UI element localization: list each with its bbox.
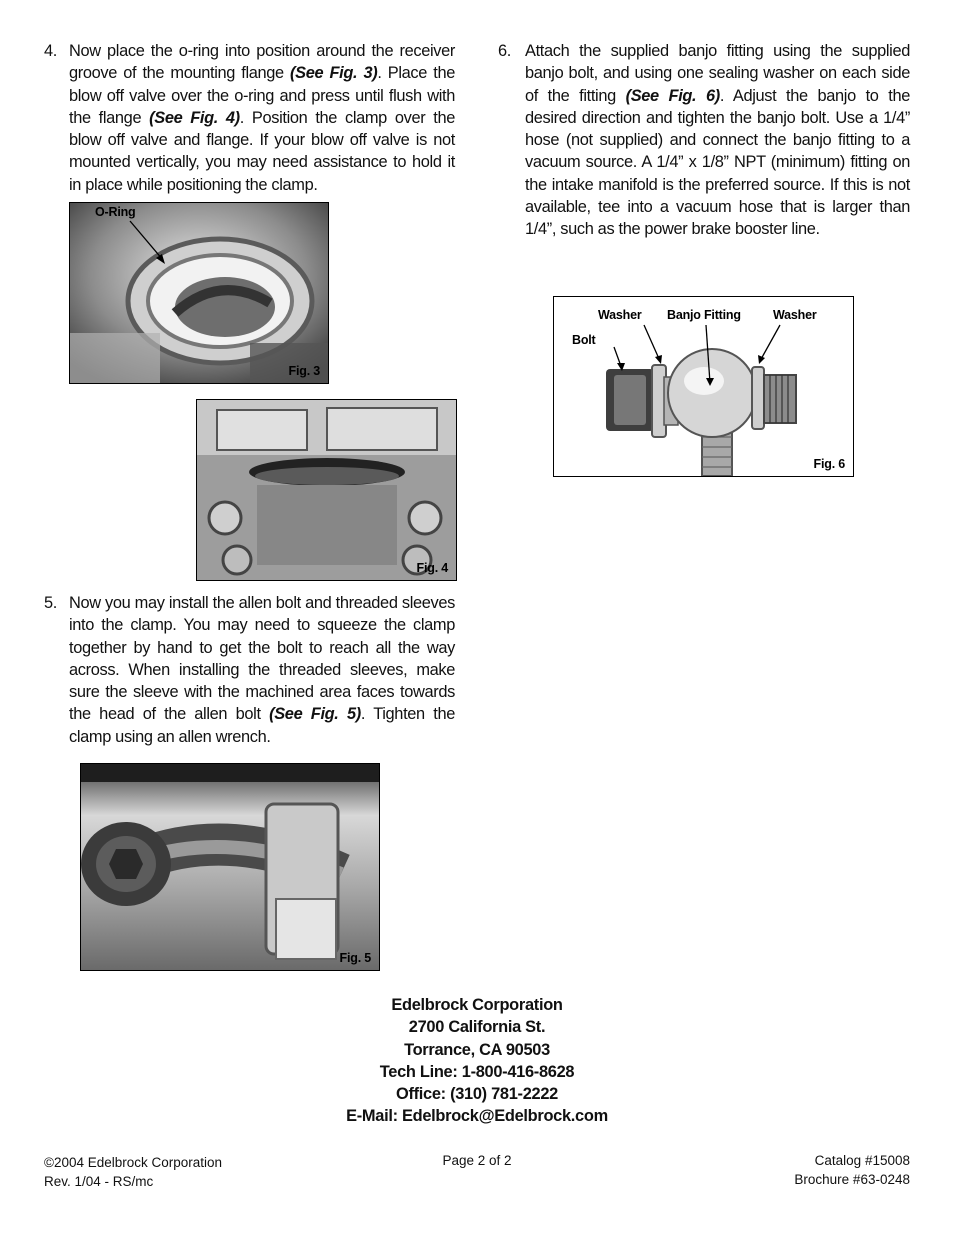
brochure-number: Brochure #63-0248: [794, 1172, 910, 1187]
o-ring-callout-arrow: [70, 203, 328, 383]
figure-reference: (See Fig. 4): [149, 108, 240, 127]
city-state-zip: Torrance, CA 90503: [404, 1040, 550, 1059]
figure-4-label: Fig. 4: [416, 561, 448, 575]
figure-reference: (See Fig. 6): [625, 86, 720, 105]
step-number: 5.: [44, 594, 57, 612]
footer-right: [794, 1151, 910, 1189]
step-text: [69, 40, 455, 196]
company-name: Edelbrock Corporation: [391, 996, 563, 1014]
figure-3-photo: [69, 202, 329, 384]
banjo-fitting-callout-label: Banjo Fitting: [667, 308, 741, 322]
figure-5-photo: [80, 763, 380, 971]
tech-line-phone: Tech Line: 1-800-416-8628: [379, 1062, 575, 1081]
step-text: [69, 592, 455, 748]
washer-left-callout-label: Washer: [598, 308, 642, 322]
step-text: [525, 40, 910, 241]
revision-note: Rev. 1/04 - RS/mc: [44, 1174, 154, 1189]
figure-reference: (See Fig. 5): [269, 705, 361, 724]
step-text-segment: . Position the clamp over the blow off valve and flange. If your blow off valve is not mounted vertically, you may need assistance to hold it in place while positioning the clamp.: [69, 108, 455, 194]
step-number: 4.: [44, 42, 57, 60]
copyright-notice: ©2004 Edelbrock Corporation: [44, 1155, 223, 1170]
instruction-step-5: [44, 592, 456, 752]
step-text-segment: Now you may install the allen bolt and threaded sleeves into the clamp. You may need to squeeze the clamp together by hand to get the bolt to reach all the way across. When installing the threaded sleeves, make sure the sleeve with the machined area faces towards the head of the allen bolt: [69, 594, 455, 724]
street-address: 2700 California St.: [408, 1018, 546, 1037]
figure-3-label: Fig. 3: [288, 364, 320, 378]
step-text-segment: . Tighten the clamp using an allen wrench.: [69, 705, 455, 746]
step-number: 6.: [498, 42, 511, 60]
figure-6-label: Fig. 6: [813, 457, 845, 471]
step-text-segment: Attach the supplied banjo fitting using the supplied banjo bolt, and using one sealing washer on each side of the fitting: [525, 42, 910, 105]
catalog-number: Catalog #15008: [814, 1153, 910, 1168]
figure-reference: (See Fig. 3): [290, 64, 378, 83]
instruction-step-4: [44, 40, 456, 200]
page-number: Page 2 of 2: [442, 1153, 512, 1168]
figure-6-photo: [553, 296, 854, 477]
step-text-segment: Now place the o-ring into position around the receiver groove of the mounting flange: [69, 42, 455, 83]
o-ring-callout-label: O-Ring: [95, 205, 136, 219]
step-text-segment: . Place the blow off valve over the o-ring and press until flush with the flange: [69, 64, 455, 127]
figure-4-photo: [196, 399, 457, 581]
step-text-segment: . Adjust the banjo to the desired direction and tighten the banjo bolt. Use a 1/4” hose (not supplied) and connect the banjo fitting to a vacuum source. A 1/4” x 1/8” NPT (minimum) fitting on the intake manifold is the preferred source. If this is not available, tee into a vacuum hose that is larger than 1/4”, such as the power brake booster line.: [525, 86, 910, 239]
washer-right-callout-label: Washer: [773, 308, 817, 322]
figure-5-label: Fig. 5: [339, 951, 371, 965]
instruction-step-6: [498, 40, 910, 250]
contact-address-block: [0, 994, 954, 1128]
email-address: E-Mail: Edelbrock@Edelbrock.com: [346, 1107, 608, 1126]
bolt-callout-label: Bolt: [572, 333, 596, 347]
office-phone: Office: (310) 781-2222: [396, 1085, 558, 1104]
